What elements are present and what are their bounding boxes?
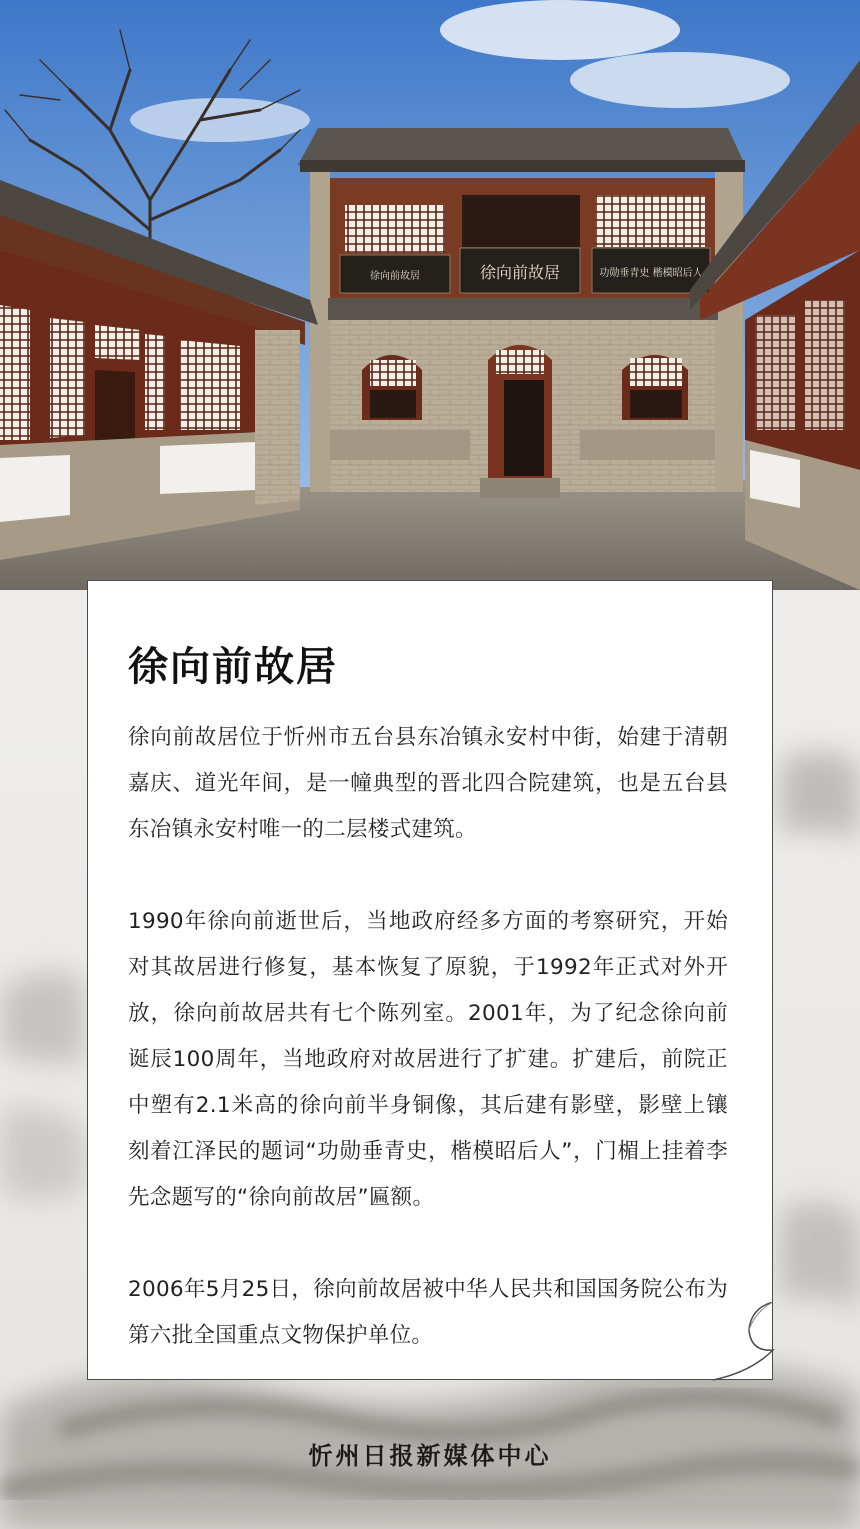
residence-photo [0, 0, 860, 590]
article-paragraph-1: 徐向前故居位于忻州市五台县东冶镇永安村中街，始建于清朝嘉庆、道光年间，是一幢典型的晋北四合院建筑，也是五台县东冶镇永安村唯一的二层楼式建筑。 [128, 725, 728, 842]
footer-brand: 忻州日报新媒体中心 [308, 1442, 552, 1470]
plaque-center-text: 徐向前故居 [479, 263, 561, 282]
page-curl-icon [711, 1302, 775, 1382]
article-card [87, 580, 773, 1380]
header-photo [0, 0, 860, 590]
plaque-right-text: 功勋垂青史 楷模昭后人 [599, 268, 703, 279]
plaque-left-text: 徐向前故居 [370, 271, 420, 282]
article-paragraph-3: 2006年5月25日，徐向前故居被中华人民共和国国务院公布为第六批全国重点文物保护单位。 [128, 1277, 728, 1348]
main-building [298, 128, 745, 498]
article-paragraph-2: 1990年徐向前逝世后，当地政府经多方面的考察研究，开始对其故居进行修复，基本恢复了原貌，于1992年正式对外开放，徐向前故居共有七个陈列室。2001年，为了纪念徐向前诞辰100周年，当地政府对故居进行了扩建。扩建后，前院正中塑有2.1米高的徐向前半身铜像，其后建有影壁，影壁上镶刻着江泽民的题词“功勋垂青史，楷模昭后人”，门楣上挂着李先念题写的“徐向前故居”匾额。 [128, 909, 728, 1210]
article-title: 徐向前故居 [128, 644, 338, 690]
